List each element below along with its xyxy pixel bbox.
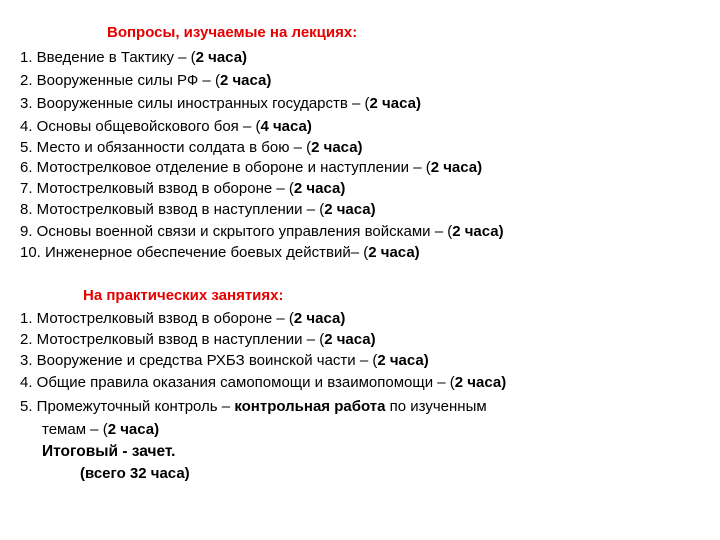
practical-item: 3. Вооружение и средства РХБЗ воинской части – (2 часа) xyxy=(20,352,429,369)
lecture-item: 3. Вооруженные силы иностранных государств – (2 часа) xyxy=(20,95,421,112)
lecture-item: 8. Мотострелковый взвод в наступлении – (2 часа) xyxy=(20,201,376,218)
practical-item-5: 5. Промежуточный контроль – контрольная работа по изученным xyxy=(20,398,487,415)
final-assessment: Итоговый - зачет. xyxy=(42,443,176,460)
lecture-item: 9. Основы военной связи и скрытого управления войсками – (2 часа) xyxy=(20,223,504,240)
lecture-item: 4. Основы общевойскового боя – (4 часа) xyxy=(20,118,312,135)
practical-item-5-cont: темам – (2 часа) xyxy=(42,421,160,438)
lecture-item: 2. Вооруженные силы РФ – (2 часа) xyxy=(20,72,272,89)
lectures-heading: Вопросы, изучаемые на лекциях: xyxy=(107,24,358,41)
lecture-item: 1. Введение в Тактику – (2 часа) xyxy=(20,49,248,66)
practicals-heading: На практических занятиях: xyxy=(83,287,284,304)
lecture-item: 10. Инженерное обеспечение боевых действий– (2 часа) xyxy=(20,244,420,261)
practical-item: 1. Мотострелковый взвод в обороне – (2 часа) xyxy=(20,310,346,327)
lecture-item: 6. Мотострелковое отделение в обороне и наступлении – (2 часа) xyxy=(20,159,483,176)
practical-item: 2. Мотострелковый взвод в наступлении – (2 часа) xyxy=(20,331,376,348)
practical-item: 4. Общие правила оказания самопомощи и взаимопомощи – (2 часа) xyxy=(20,374,507,391)
lecture-item: 7. Мотострелковый взвод в обороне – (2 часа) xyxy=(20,180,346,197)
total-hours: (всего 32 часа) xyxy=(80,465,190,482)
lecture-item: 5. Место и обязанности солдата в бою – (2 часа) xyxy=(20,139,363,156)
